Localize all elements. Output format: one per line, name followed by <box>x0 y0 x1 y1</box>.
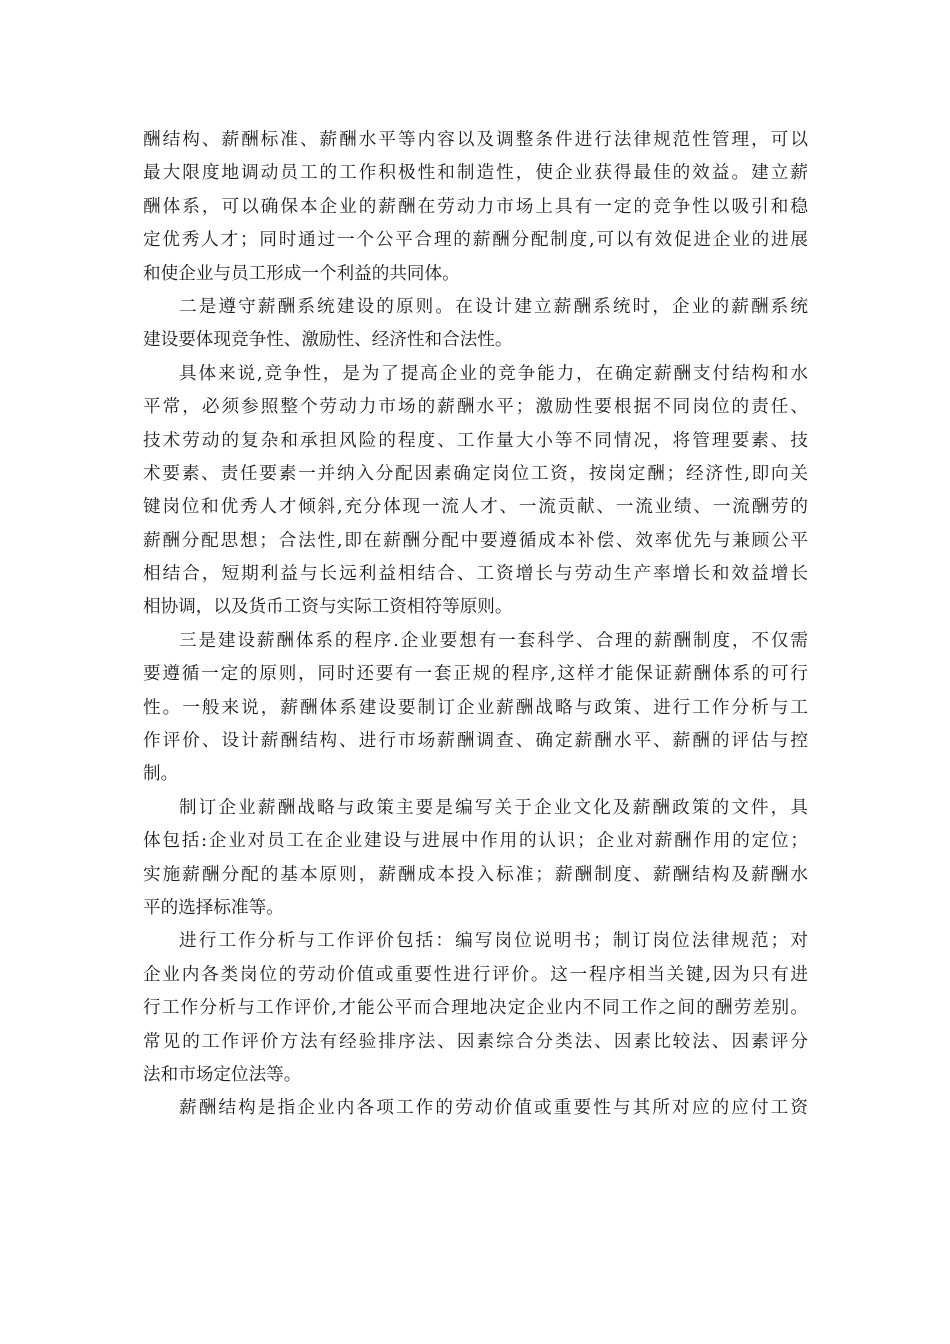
text-line: 常见的工作评价方法有经验排序法、因素综合分类法、因素比较法、因素评分 <box>143 1031 808 1052</box>
text-line: 具体来说,竞争性，是为了提高企业的竞争能力，在确定薪酬支付结构和水 <box>179 363 808 384</box>
text-line: 建设要体现竞争性、激励性、经济性和合法性。 <box>143 330 513 351</box>
text-line: 制。 <box>143 764 179 785</box>
text-line: 体包括:企业对员工在企业建设与进展中作用的认识；企业对薪酬作用的定位； <box>143 831 808 852</box>
text-line: 行工作分析与工作评价,才能公平而合理地决定企业内不同工作之间的酬劳差别。 <box>143 998 808 1019</box>
text-line: 进行工作分析与工作评价包括：编写岗位说明书；制订岗位法律规范；对 <box>179 931 808 952</box>
text-line: 三是建设薪酬体系的程序.企业要想有一套科学、合理的薪酬制度，不仅需 <box>179 630 808 651</box>
text-line: 酬结构、薪酬标准、薪酬水平等内容以及调整条件进行法律规范性管理，可以 <box>143 130 808 150</box>
text-line: 和使企业与员工形成一个利益的共同体。 <box>143 263 460 284</box>
text-line: 企业内各类岗位的劳动价值或重要性进行评价。这一程序相当关键,因为只有进 <box>143 964 808 985</box>
text-line: 法和市场定位法等。 <box>143 1064 302 1085</box>
text-line: 酬体系，可以确保本企业的薪酬在劳动力市场上具有一定的竞争性以吸引和稳 <box>143 196 808 217</box>
text-line: 要遵循一定的原则，同时还要有一套正规的程序,这样才能保证薪酬体系的可行 <box>143 664 808 685</box>
text-line: 实施薪酬分配的基本原则，薪酬成本投入标准；薪酬制度、薪酬结构及薪酬水 <box>143 864 808 885</box>
text-line: 平常，必须参照整个劳动力市场的薪酬水平；激励性要根据不同岗位的责任、 <box>143 397 808 418</box>
text-line: 术要素、责任要素一并纳入分配因素确定岗位工资，按岗定酬；经济性,即向关 <box>143 463 808 484</box>
text-line: 键岗位和优秀人才倾斜,充分体现一流人才、一流贡献、一流业绩、一流酬劳的 <box>143 497 808 518</box>
text-line: 薪酬结构是指企业内各项工作的劳动价值或重要性与其所对应的应付工资 <box>179 1098 808 1119</box>
text-line: 薪酬分配思想；合法性,即在薪酬分配中要遵循成本补偿、效率优先与兼顾公平 <box>143 530 808 551</box>
document-page <box>143 124 808 1324</box>
text-line: 作评价、设计薪酬结构、进行市场薪酬调查、确定薪酬水平、薪酬的评估与控 <box>143 731 808 752</box>
text-line: 最大限度地调动员工的工作积极性和制造性，使企业获得最佳的效益。建立薪 <box>143 163 808 184</box>
text-line: 技术劳动的复杂和承担风险的程度、工作量大小等不同情况，将管理要素、技 <box>143 430 808 451</box>
text-line: 平的选择标准等。 <box>143 897 284 918</box>
text-line: 性。一般来说，薪酬体系建设要制订企业薪酬战略与政策、进行工作分析与工 <box>143 697 808 718</box>
text-line: 二是遵守薪酬系统建设的原则。在设计建立薪酬系统时，企业的薪酬系统 <box>179 296 808 317</box>
text-line: 定优秀人才；同时通过一个公平合理的薪酬分配制度,可以有效促进企业的进展 <box>143 230 808 251</box>
text-line: 相协调，以及货币工资与实际工资相符等原则。 <box>143 597 513 618</box>
text-line: 相结合，短期利益与长远利益相结合、工资增长与劳动生产率增长和效益增长 <box>143 564 808 585</box>
text-line: 制订企业薪酬战略与政策主要是编写关于企业文化及薪酬政策的文件，具 <box>179 797 808 818</box>
